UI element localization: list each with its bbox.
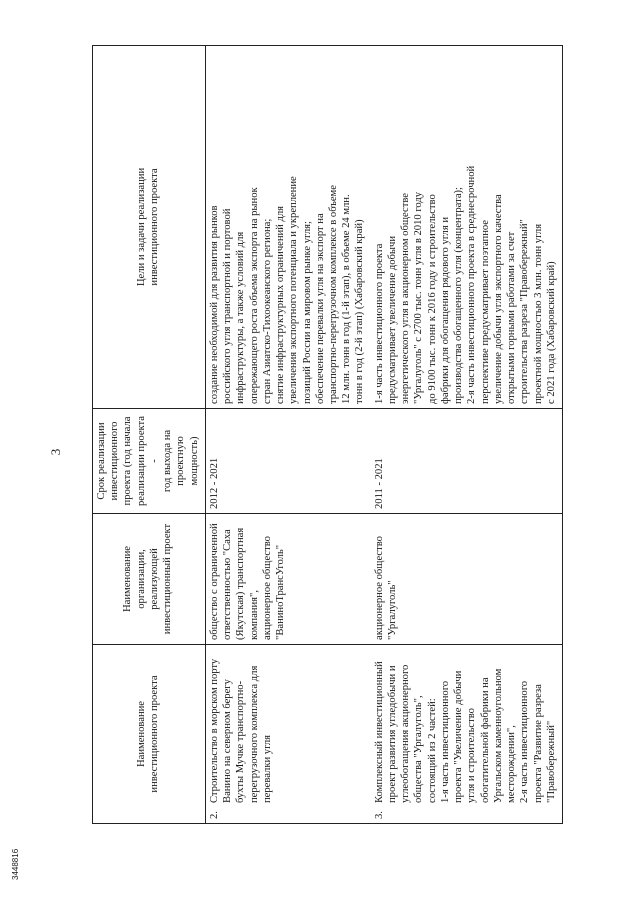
document-code: 3448816 bbox=[11, 848, 20, 880]
project-name: Строительство в морском порту Ванино на северном берегу бухты Мучке транспортно- перегрузочного комплекса для перевалки угля bbox=[208, 658, 273, 803]
page-number: 3 bbox=[48, 448, 63, 456]
implementation-term: 2011 - 2021 bbox=[371, 409, 563, 514]
project-goals: 1-я часть инвестиционного проекта предусматривает увеличение добычи энергетического угля в акционерном обществе "Ургалуголь" с 2700 тыс. тонн угля в 2010 году до 9100 тыс. тонн к 2016 году и строительство фабрики для обогащения рядового угля и производства обогащенного угля (концентрата); 2-я часть инвестиционного проекта в среднесрочной перспективе предусматривает поэтапное увеличение добычи угля экспортного качества открытыми горными работами за счет строительства разреза "Правобережный" проектной мощностью 3 млн. тонн угля с 2021 года (Хабаровский край) bbox=[371, 46, 563, 409]
table-row bbox=[205, 46, 370, 824]
project-cell bbox=[371, 645, 563, 824]
document-code-stamp bbox=[6, 770, 20, 880]
header-organization: Наименование организации, реализующей инвестиционный проект bbox=[93, 514, 206, 645]
organization-name: акционерное общество "Ургалуголь" bbox=[371, 514, 563, 645]
investment-projects-table bbox=[92, 45, 563, 824]
header-goals: Цели и задачи реализации инвестиционного проекта bbox=[93, 46, 206, 409]
project-cell bbox=[205, 645, 370, 824]
organization-name: общество с ограниченной ответственностью "Саха (Якутская) транспортная компания", акционерное общество "ВаниноТрансУголь" bbox=[205, 514, 370, 645]
header-project-name: Наименование инвестиционного проекта bbox=[93, 645, 206, 824]
table-header-row bbox=[93, 46, 206, 824]
row-number: 2. bbox=[208, 811, 220, 819]
implementation-term: 2012 - 2021 bbox=[205, 409, 370, 514]
project-name: Комплексный инвестиционный проект развития угледобычи и углеобогащения акционерного общества "Ургалуголь", состоящий из 2 частей: 1-я часть инвестиционного проекта "Увеличение добычи угля и строительство обогатительной фабрики на Ургальском каменноугольном месторождении", 2-я часть инвестиционного проекта "Развитие разреза "Правобережный" bbox=[373, 661, 557, 803]
header-term: Срок реализации инвестиционного проекта (год начала реализации проекта - год выхода на проектную мощность) bbox=[93, 409, 206, 514]
table-row bbox=[371, 46, 563, 824]
row-number: 3. bbox=[373, 811, 385, 819]
document-page bbox=[40, 52, 600, 852]
project-goals: создание необходимой для развития рынков российского угля транспортной и портовой инфраструктуры, а также условий для опережающего роста объема экспорта на рынок стран Азиатско-Тихоокеанского региона; снятие инфраструктурных ограничений для увеличения экспортного потенциала и укрепление позиций России на мировом рынке угля; обеспечение перевалки угля на экспорт на транспортно-перегрузочном комплексе в объеме 12 млн. тонн в год (1-й этап), в объеме 24 млн. тонн в год (2-й этап) (Хабаровский край) bbox=[205, 46, 370, 409]
